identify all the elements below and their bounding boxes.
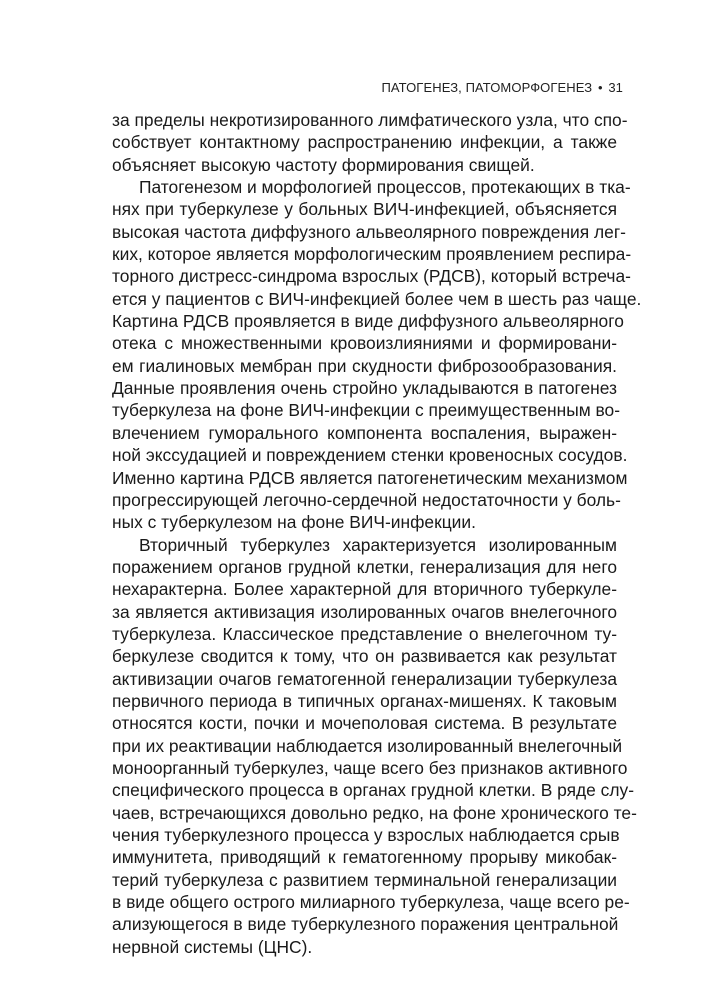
paragraph (112, 176, 642, 534)
text-line: Патогенезом и морфологией процессов, протекающих в тка- (139, 177, 631, 198)
text-line: при их реактивации наблюдается изолированный внелегочный (112, 735, 623, 756)
text-line: за является активизация изолированных очагов внелегочного (112, 601, 617, 622)
text-line: собствует контактному распространению инфекции, а также (112, 132, 617, 153)
text-line: высокая частота диффузного альвеолярного повреждения лег- (112, 221, 626, 242)
paragraph (112, 534, 637, 959)
text-line: влечением гуморального компонента воспаления, выражен- (112, 422, 617, 443)
text-line: Вторичный туберкулез характеризуется изолированным (139, 534, 617, 555)
paragraph (112, 109, 628, 176)
text-line: ем гиалиновых мембран при скудности фиброзообразования. (112, 355, 617, 376)
running-title: ПАТОГЕНЕЗ, ПАТОМОРФОГЕНЕЗ (381, 80, 593, 95)
text-line: беркулезе сводится к тому, что он развивается как результат (112, 646, 617, 667)
body-text (112, 109, 642, 958)
text-line: иммунитета, приводящий к гематогенному прорыву микобак- (112, 847, 617, 868)
text-line: в виде общего острого милиарного туберкулеза, чаще всего ре- (112, 892, 630, 913)
text-line: активизации очагов гематогенной генерализации туберкулеза (112, 668, 617, 689)
running-header (381, 80, 623, 95)
text-line: ких, которое является морфологическим проявлением респира- (112, 244, 632, 265)
text-line: за пределы некротизированного лимфатического узла, что спо- (112, 110, 628, 130)
text-line: относятся кости, почки и мочеполовая система. В результате (112, 713, 617, 734)
text-line: ных с туберкулезом на фоне ВИЧ-инфекции. (112, 512, 476, 533)
text-line: ной экссудацией и повреждением стенки кровеносных сосудов. (112, 445, 628, 466)
text-line: специфического процесса в органах грудной клетки. В ряде слу- (112, 780, 634, 801)
text-line: моноорганный туберкулез, чаще всего без признаков активного (112, 757, 628, 778)
text-line: терий туберкулеза с развитием терминальной генерализации (112, 869, 617, 890)
text-line: нехарактерна. Более характерной для вторичного туберкуле- (112, 579, 617, 600)
text-line: отека с множественными кровоизлияниями и формировани- (112, 333, 617, 354)
text-line: ется у пациентов с ВИЧ-инфекцией более чем в шесть раз чаще. (112, 288, 642, 309)
text-line: объясняет высокую частоту формирования свищей. (112, 154, 535, 175)
page-number: 31 (608, 80, 623, 95)
header-separator: • (597, 80, 603, 95)
text-line: поражением органов грудной клетки, генерализация для него (112, 556, 617, 577)
text-line: чения туберкулезного процесса у взрослых наблюдается срыв (112, 825, 620, 845)
text-line: туберкулеза на фоне ВИЧ-инфекции с преимущественным во- (112, 400, 621, 421)
text-line: нервной системы (ЦНС). (112, 936, 313, 957)
text-line: чаев, встречающихся довольно редко, на фоне хронического те- (112, 802, 637, 823)
text-line: туберкулеза. Классическое представление о внелегочном ту- (112, 623, 617, 644)
text-line: торного дистресс-синдрома взрослых (РДСВ), который встреча- (112, 266, 631, 287)
text-line: Именно картина РДСВ является патогенетическим механизмом (112, 467, 628, 488)
text-line: Данные проявления очень стройно укладываются в патогенез (112, 378, 617, 399)
text-line: нях при туберкулезе у больных ВИЧ-инфекцией, объясняется (112, 199, 617, 220)
text-line: прогрессирующей легочно-сердечной недостаточности у боль- (112, 489, 621, 510)
text-line: первичного периода в типичных органах-мишенях. К таковым (112, 690, 617, 711)
text-line: Картина РДСВ проявляется в виде диффузного альвеолярного (112, 311, 624, 332)
text-line: ализующегося в виде туберкулезного поражения центральной (112, 914, 619, 935)
